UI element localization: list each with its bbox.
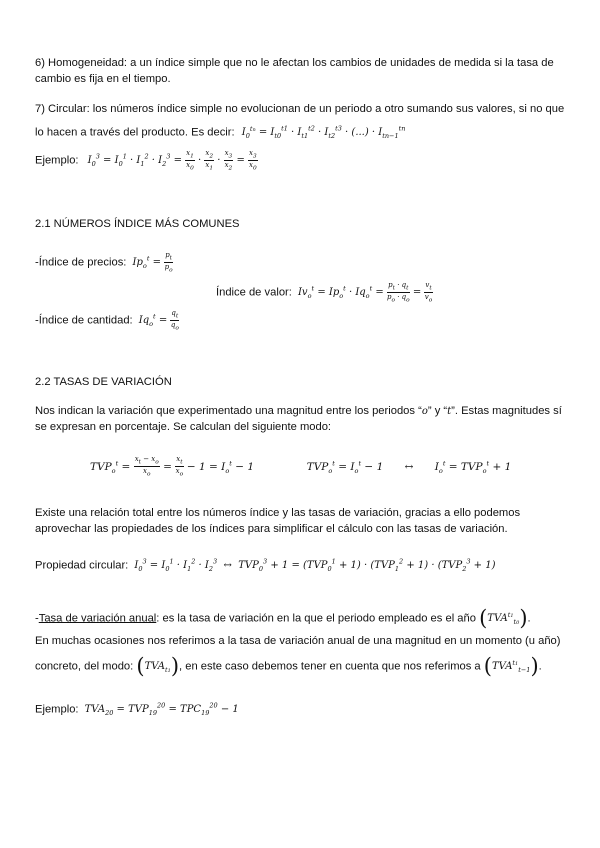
relation-paragraph-line-1: Existe una relación total entre los números índice y las tasas de variación, gracias a ello podemos [35, 507, 521, 519]
circular-example-formula: $I_0^3 = I_0^1 \cdot I_1^2 \cdot I_2^3$ = $\frac{x_1}{x_0}$ · $\frac{x_2}{x_1}$ · $\frac{x_3}{x_2}$ = $\frac{x_3}{x_0}$ [87, 149, 257, 172]
annual-rate-reference-symbol: $(TVA^{t1}_{t-1})$ [483, 654, 539, 679]
tvp-formula: $TVP_o^t$ = $\frac{x_t - x_o}{x_o}$ = $\frac{x_t}{x_o}$ − $1 = I_o^t - 1$ $TVP_o^t = I_o^t - 1$ ↔ $I_o^t = TVP_o^t + 1$ [90, 455, 512, 478]
annual-rate-term: Tasa de variación anual [38, 612, 157, 625]
annual-rate-line-3 [35, 656, 542, 679]
circular-example [35, 149, 258, 173]
period-t: t [447, 406, 452, 417]
price-index-formula: $Ip_o^t$ = $\frac{p_t}{p_o}$ [132, 251, 173, 274]
quantity-index-label: -Índice de cantidad: [35, 314, 133, 327]
annual-rate-example [35, 699, 239, 721]
homogeneity-line-2: cambio es fija en el tiempo. [35, 73, 171, 85]
variation-text-c: ”. Estas magnitudes sí [451, 405, 562, 417]
circular-line-1: 7) Circular: los números índice simple no evolucionan de un periodo a otro sumando sus valores, si no que [35, 103, 565, 115]
annual-rate-line-3-b: , en este caso debemos tener en cuenta que nos referimos a [179, 660, 481, 673]
value-index [216, 281, 433, 305]
section-2-2-title: 2.2 TASAS DE VARIACIÓN [35, 376, 172, 388]
circular-property [35, 555, 496, 577]
circular-formula: $I_0^{tn} = I_{t0}^{t1} \cdot I_{t1}^{t2} \cdot I_{t2}^{t3}$ · (...) · $I_{tn-1}^{tn}$ [241, 125, 406, 141]
quantity-index-formula: $Iq_o^t$ = $\frac{q_t}{q_o}$ [138, 309, 179, 332]
relation-paragraph-line-2: aprovechar las propiedades de los índices para simplificar el cálculo con las tasas de variación. [35, 523, 508, 535]
variation-text-b: ” y “ [427, 405, 448, 417]
variation-paragraph-line-1 [35, 404, 562, 419]
homogeneity-line-1: 6) Homogeneidad: a un índice simple que no le afectan los cambios de unidades de medida si la tasa de [35, 57, 554, 69]
annual-rate-line-2: En muchas ocasiones nos referimos a la tasa de variación anual de una magnitud en un momento (u año) [35, 635, 561, 647]
circular-property-label: Propiedad circular: [35, 559, 129, 572]
circular-line-2 [35, 122, 405, 144]
variation-text-a: Nos indican la variación que experimentado una magnitud entre los periodos “ [35, 405, 422, 417]
annual-rate-line-3-c: . [538, 660, 542, 673]
period-o: o [421, 406, 428, 417]
annual-rate-dash: - [35, 612, 39, 625]
price-index [35, 251, 173, 275]
value-index-label: Índice de valor: [216, 286, 292, 299]
variation-paragraph-line-2: se expresan en porcentaje. Se calculan del siguiente modo: [35, 421, 332, 433]
section-2-1-title: 2.1 NÚMEROS ÍNDICE MÁS COMUNES [35, 218, 240, 230]
circular-property-formula: $I_0^3 = I_0^1 \cdot I_1^2 \cdot I_2^3$ ↔ $TVP_0^3 + 1 = (TVP_0^1 + 1) \cdot (TVP_1^2 + 1) \cdot (TVP_2^3 + 1)$ [134, 558, 496, 574]
annual-rate-symbol: $(TVA^{t1}_{t0})$ [479, 606, 528, 631]
circular-line-2-text: lo hacen a través del producto. Es decir: [35, 126, 235, 139]
annual-rate-concrete-symbol: $(TVA_{t1})$ [136, 654, 180, 679]
circular-example-label: Ejemplo: [35, 154, 79, 167]
annual-rate-example-label: Ejemplo: [35, 703, 79, 716]
price-index-label: -Índice de precios: [35, 256, 127, 269]
value-index-formula: $Iv_o^t = Ip_o^t \cdot Iq_o^t$ = $\frac{p_t \cdot q_t}{p_o \cdot q_o}$ = $\frac{v_t}{v_o}$ [297, 281, 433, 304]
annual-rate-line-3-a: concreto, del modo: [35, 660, 134, 673]
annual-rate-example-formula: $TVA_{20} = TVP_{19}^{20} = TPC_{19}^{20} - 1$ [84, 702, 239, 718]
annual-rate-text: : es la tasa de variación en la que el periodo empleado es el año [156, 612, 476, 625]
quantity-index [35, 309, 179, 333]
annual-rate-definition: -Tasa de variación anual: es la tasa de variación en la que el periodo empleado es el año $(TVA^{t1}_{t0})$. [35, 606, 531, 631]
